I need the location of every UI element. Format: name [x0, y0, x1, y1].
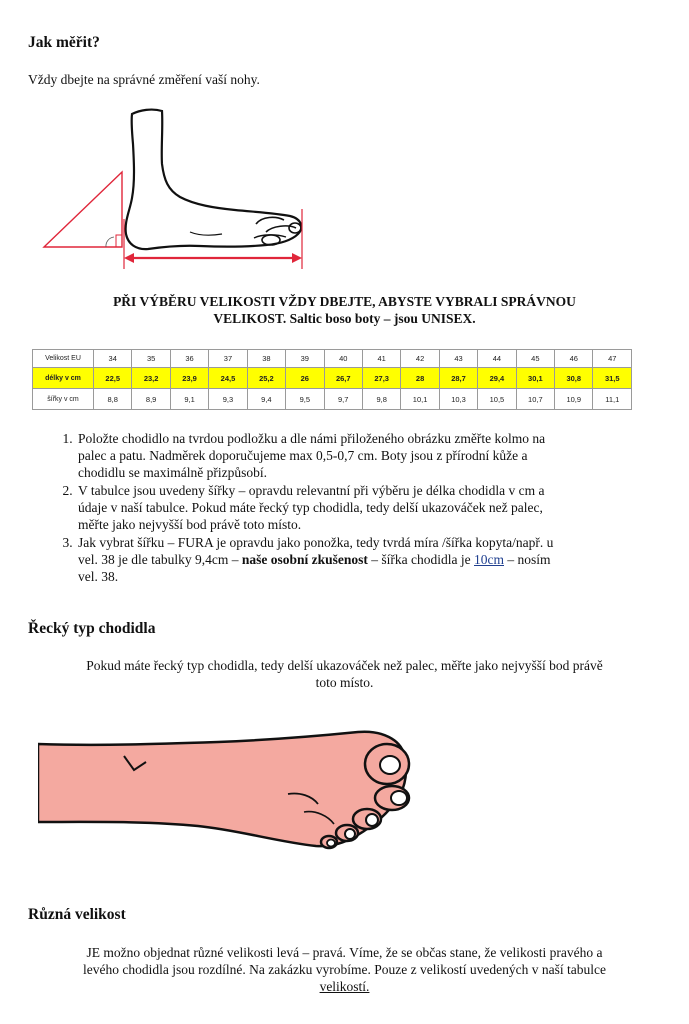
table-cell: 41	[362, 350, 400, 368]
table-cell: 46	[555, 350, 593, 368]
table-cell: 29,4	[478, 368, 516, 389]
row-label: délky v cm	[33, 368, 94, 389]
table-cell: 35	[132, 350, 170, 368]
table-cell: 43	[439, 350, 477, 368]
table-cell: 9,1	[170, 389, 208, 410]
foot-measure-illustration	[40, 104, 310, 272]
triangle-ruler-icon	[44, 172, 122, 247]
greek-foot-illustration	[38, 722, 418, 857]
table-cell: 9,8	[362, 389, 400, 410]
table-cell: 23,2	[132, 368, 170, 389]
row-label: šířky v cm	[33, 389, 94, 410]
intro-text: Vždy dbejte na správné změření vaší nohy.	[28, 72, 260, 87]
table-cell: 40	[324, 350, 362, 368]
table-cell: 37	[209, 350, 247, 368]
width-row	[33, 389, 632, 410]
table-cell: 11,1	[593, 389, 632, 410]
size-table	[32, 349, 632, 410]
step-item: 2. V tabulce jsou uvedeny šířky – opravdu relevantní při výběru je délka chodidla v cm a údaje v naší tabulce. Pokud máte řecký typ chodidla, tedy delší ukazováček než palec, měřte jako nejvyšší bod právě toto místo.	[76, 482, 688, 533]
table-cell: 22,5	[94, 368, 132, 389]
table-cell: 10,3	[439, 389, 477, 410]
table-cell: 44	[478, 350, 516, 368]
foot-outline-icon	[126, 110, 302, 250]
table-cell: 30,8	[555, 368, 593, 389]
step-item: 3. Jak vybrat šířku – FURA je opravdu jako ponožka, tedy tvrdá míra /šířka kopyta/např. u vel. 38 je dle tabulky 9,4cm – naše osobní zkušenost – šířka chodidla je 10cm – nosím vel. 38.	[76, 534, 688, 585]
table-cell: 23,9	[170, 368, 208, 389]
length-row	[33, 368, 632, 389]
table-cell: 39	[286, 350, 324, 368]
table-cell: 34	[94, 350, 132, 368]
table-cell: 30,1	[516, 368, 554, 389]
table-cell: 26,7	[324, 368, 362, 389]
greek-type-text: Pokud máte řecký typ chodidla, tedy delší ukazováček než palec, měřte jako nejvyšší bod právě toto místo.	[86, 658, 603, 690]
table-cell: 36	[170, 350, 208, 368]
table-cell: 28	[401, 368, 439, 389]
table-cell: 9,4	[247, 389, 285, 410]
table-cell: 8,9	[132, 389, 170, 410]
table-cell: 27,3	[362, 368, 400, 389]
table-cell: 9,7	[324, 389, 362, 410]
measure-steps	[42, 430, 688, 586]
table-cell: 31,5	[593, 368, 632, 389]
heading-how-to-measure: Jak měřit?	[28, 34, 100, 51]
table-cell: 25,2	[247, 368, 285, 389]
table-cell: 9,3	[209, 389, 247, 410]
table-cell: 10,7	[516, 389, 554, 410]
table-cell: 28,7	[439, 368, 477, 389]
table-cell: 47	[593, 350, 632, 368]
table-cell: 9,5	[286, 389, 324, 410]
different-size-text: JE možno objednat různé velikosti levá – pravá. Víme, že se občas stane, že velikosti pravého a levého chodidla jsou rozdílné. Na zakázku vyrobíme. Pouze z velikostí uvedených v naší tabulce velikostí.	[83, 945, 606, 994]
step-item: 1. Položte chodidlo na tvrdou podložku a dle námi přiloženého obrázku změřte kolmo na palec a patu. Nadměrek doporučujeme max 0,5-0,7 cm. Boty jsou z přírodní kůže a chodidlu se maximálně přizpůsobí.	[76, 430, 688, 481]
table-cell: 10,1	[401, 389, 439, 410]
table-cell: 8,8	[94, 389, 132, 410]
table-cell: 45	[516, 350, 554, 368]
heading-greek-type: Řecký typ chodidla	[28, 620, 156, 637]
heading-different-size: Různá velikost	[28, 906, 126, 923]
table-cell: 42	[401, 350, 439, 368]
size-warning: PŘI VÝBĚRU VELIKOSTI VŽDY DBEJTE, ABYSTE VYBRALI SPRÁVNOU VELIKOST. Saltic boso boty – jsou UNISEX.	[113, 294, 576, 326]
table-cell: 38	[247, 350, 285, 368]
table-cell: 24,5	[209, 368, 247, 389]
size-eu-row	[33, 350, 632, 368]
table-cell: 10,5	[478, 389, 516, 410]
table-cell: 26	[286, 368, 324, 389]
row-label: Velikost EU	[33, 350, 94, 368]
table-cell: 10,9	[555, 389, 593, 410]
